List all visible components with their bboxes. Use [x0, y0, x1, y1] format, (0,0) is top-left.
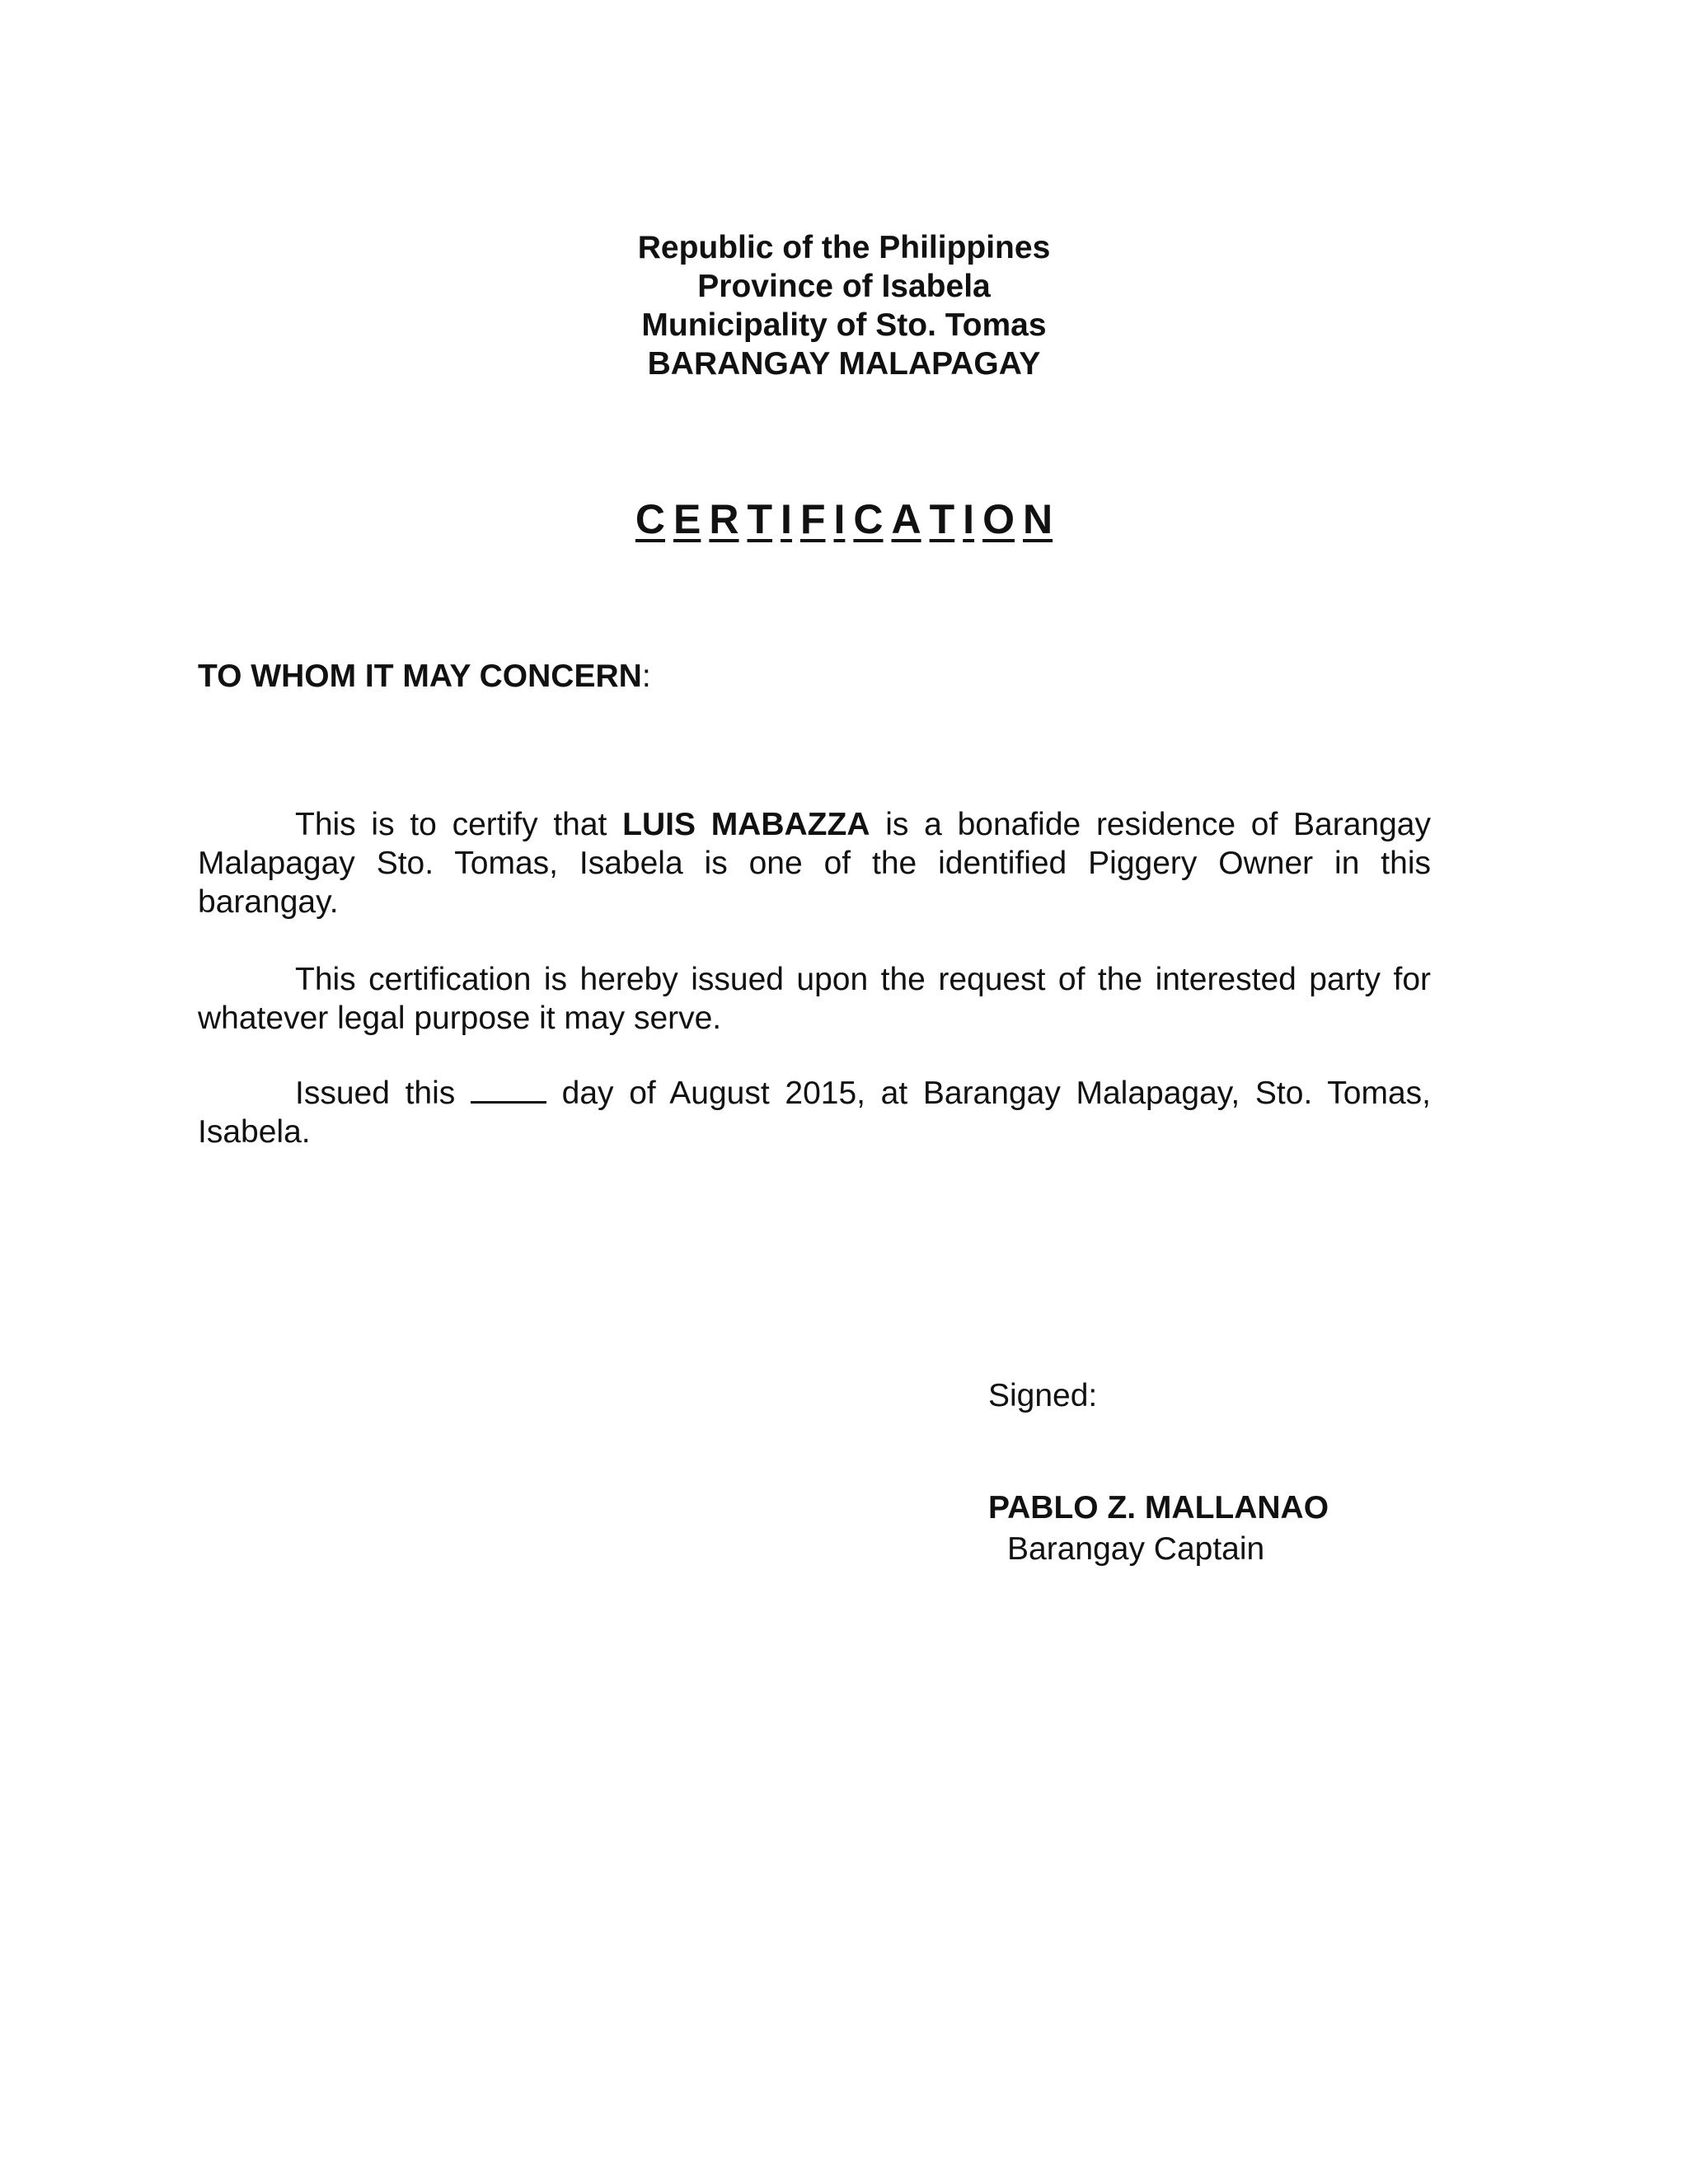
p3-rest: day of August 2015, at Barangay Malapagay, Sto. Tomas, Isabela.	[198, 1076, 1431, 1150]
header-barangay: BARANGAY MALAPAGAY	[647, 346, 1041, 382]
title-letter: C	[635, 496, 666, 542]
paragraph-purpose: This certification is hereby issued upon the request of the interested party for whatever legal purpose it may serve.	[198, 962, 1431, 1036]
title-letter: T	[929, 496, 955, 542]
signed-label: Signed:	[988, 1378, 1098, 1413]
p1-rest: is a bonafide residence of Barangay Malapagay Sto. Tomas, Isabela is one of the identified Piggery Owner in this barangay.	[198, 807, 1431, 920]
title-letter: R	[709, 496, 739, 542]
signatory-position: Barangay Captain	[1007, 1531, 1265, 1567]
salutation-text: TO WHOM IT MAY CONCERN	[198, 658, 642, 694]
resident-name: LUIS MABAZZA	[622, 807, 870, 842]
title-letter: O	[982, 496, 1015, 542]
title-letter: I	[781, 496, 792, 542]
title-letter: T	[747, 496, 773, 542]
salutation-colon: :	[641, 658, 651, 694]
header-municipality: Municipality of Sto. Tomas	[641, 307, 1047, 343]
title-letter: I	[963, 496, 975, 542]
title-letter: A	[891, 496, 921, 542]
document-title	[0, 494, 1688, 544]
day-blank-line	[471, 1076, 546, 1104]
salutation	[198, 657, 651, 696]
title-letter: E	[673, 496, 701, 542]
header-republic: Republic of the Philippines	[637, 230, 1051, 265]
title-letter: N	[1022, 496, 1053, 542]
paragraph-certify	[198, 805, 1431, 921]
p3-intro: Issued this	[295, 1076, 471, 1111]
paragraph-issued	[198, 1074, 1431, 1151]
title-letter: I	[833, 496, 846, 542]
signatory-name: PABLO Z. MALLANAO	[988, 1490, 1329, 1526]
title-letter: C	[853, 496, 884, 542]
p1-intro: This is to certify that	[295, 807, 623, 842]
title-letter: F	[799, 496, 826, 542]
header-province: Province of Isabela	[697, 269, 991, 304]
letterhead	[0, 228, 1688, 383]
